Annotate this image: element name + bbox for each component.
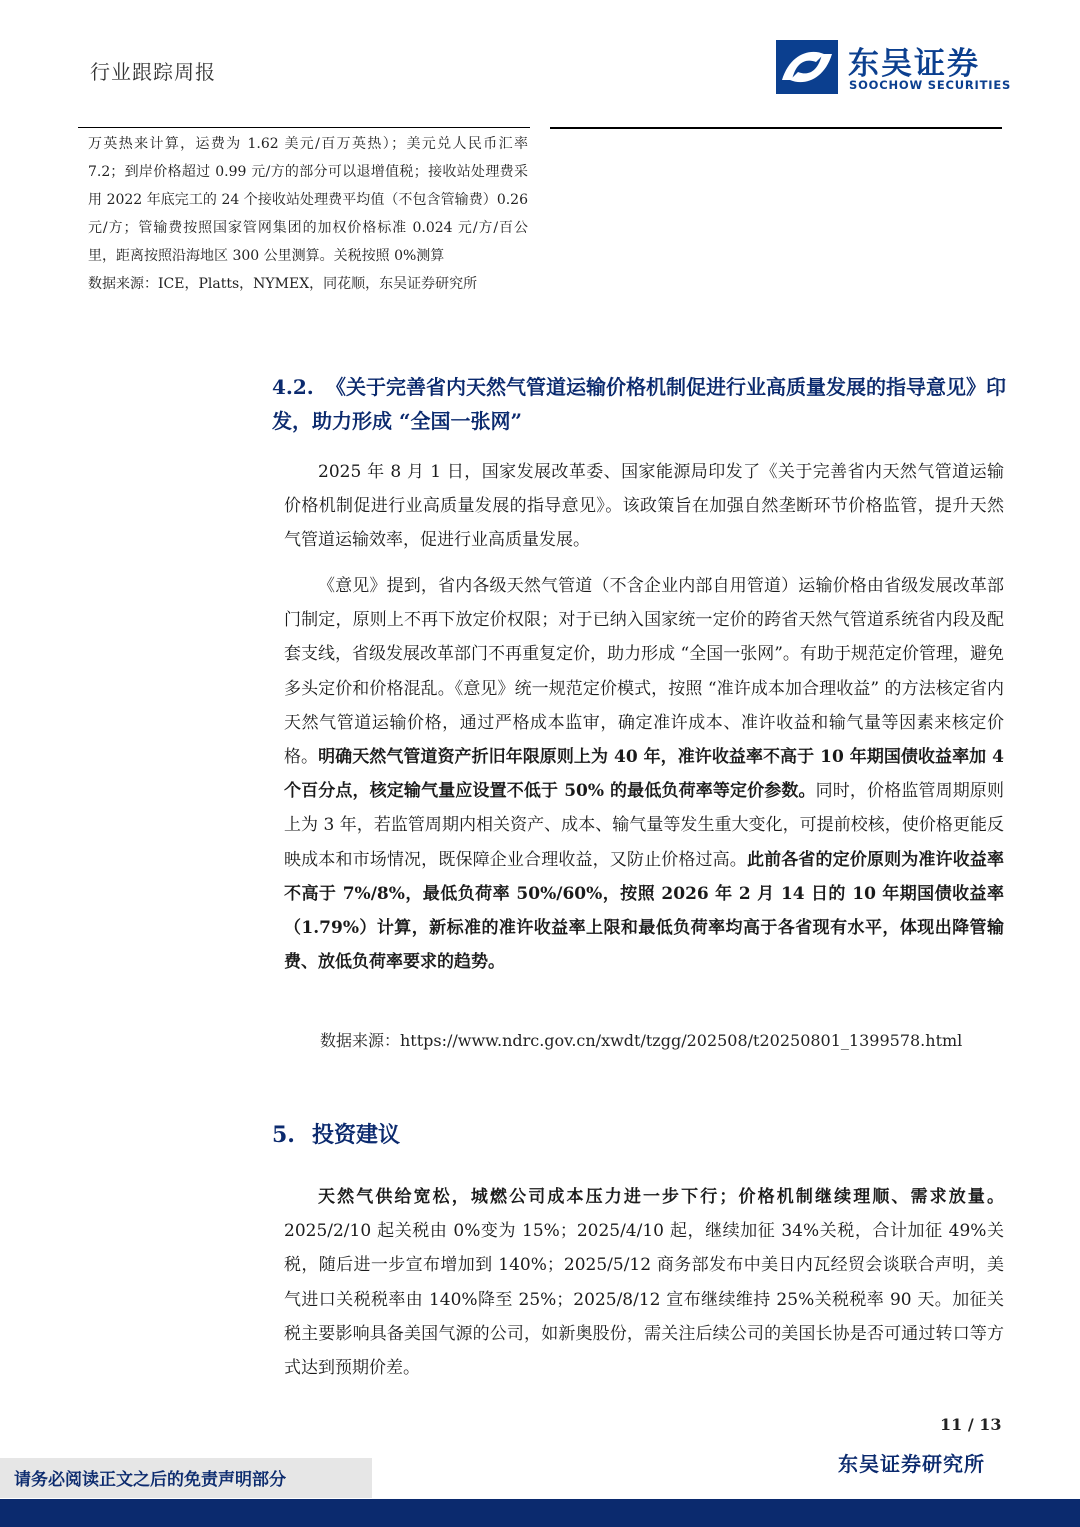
section-heading-5 [272,1118,400,1149]
section-title: 《关于完善省内天然气管道运输价格机制促进行业高质量发展的指导意见》印发，助力形成 “全国一张网” [272,375,1006,433]
logo-english-name: SOOCHOW SECURITIES [849,78,1012,92]
page-number: 11 / 13 [940,1415,1002,1434]
paragraph-part: 同时，价格监管周期原则上为 3 年，若监管周期内相关资产、成本、输气量等发生重大变化，可提前校核，使价格更能反映成本和市场情况，既保障企业合理收益，又防止价格过高。 [284,781,1004,870]
paragraph-text [284,569,1004,979]
disclaimer-text: 请务必阅读正文之后的免责声明部分 [14,1470,286,1490]
section-title: 投资建议 [312,1122,401,1148]
logo-chinese-name: 东吴证券 [848,46,980,82]
report-type-label: 行业跟踪周报 [90,60,216,84]
section-heading-4-2 [272,370,1006,438]
header-rule-right [550,127,1002,129]
header-rule-left [78,127,530,128]
footnote-text: 万英热来计算，运费为 1.62 美元/百万英热）；美元兑人民币汇率 7.2；到岸价格超过 0.99 元/方的部分可以退增值税；接收站处理费采用 2022 年底完工的 24 个接收站处理费平均值（不包含管输费）0.26 元/方；管输费按照国家管网集团的加权价格标准 0.024 元/方/百公里，距离按照沿海地区 300 公里测算。关税按照 0%测算 [88,136,528,264]
company-logo [776,40,1012,96]
footer-band [0,1499,1080,1527]
body-paragraph-1 [284,455,1004,558]
table-footnote [88,130,528,298]
section-number: 4.2. [272,375,314,399]
paragraph-bold: 明确天然气管道资产折旧年限原则上为 40 年，准许收益率不高于 10 年期国债收益率加 4 个百分点，核定输气量应设置不低于 50% 的最低负荷率等定价参数。 [284,747,1005,802]
data-source-link: 数据来源：https://www.ndrc.gov.cn/xwdt/tzgg/202508/t20250801_1399578.html [320,1031,963,1050]
paragraph-text: 2025 年 8 月 1 日，国家发展改革委、国家能源局印发了《关于完善省内天然气管道运输价格机制促进行业高质量发展的指导意见》。该政策旨在加强自然垄断环节价格监管，提升天然气管道运输效率，促进行业高质量发展。 [284,462,1004,551]
paragraph-bold: 此前各省的定价原则为准许收益率不高于 7%/8%，最低负荷率 50%/60%，按照 2026 年 2 月 14 日的 10 年期国债收益率（1.79%）计算，新标准的准许收益率上限和最低负荷率均高于各省现有水平，体现出降管输费、放低负荷率要求的趋势。 [284,849,1005,973]
footnote-source: 数据来源：ICE，Platts，NYMEX，同花顺，东吴证券研究所 [88,276,478,292]
section-number: 5. [272,1122,295,1148]
body-paragraph-3 [284,1180,1004,1385]
soochow-logo-icon [776,40,838,94]
paragraph-part: 2025/2/10 起关税由 0%变为 15%；2025/4/10 起，继续加征 34%关税，合计加征 49%关税，随后进一步宣布增加到 140%；2025/5/12 商务部发布中美日内瓦经贸会谈联合声明，美气进口关税税率由 140%降至 25%；2025/8/12 宣布继续维持 25%关税税率 90 天。加征关税主要影响具备美国气源的公司，如新奥股份，需关注后续公司的美国长协是否可通过转口等方式达到预期价差。 [284,1221,1004,1379]
body-paragraph-2 [284,569,1004,979]
institute-name: 东吴证券研究所 [838,1452,985,1476]
paragraph-part: 《意见》提到，省内各级天然气管道（不含企业内部自用管道）运输价格由省级发展改革部门制定，原则上不再下放定价权限；对于已纳入国家统一定价的跨省天然气管道系统省内段及配套支线，省级发展改革部门不再重复定价，助力形成 “全国一张网”。有助于规范定价管理，避免多头定价和价格混乱。《意见》统一规范定价模式，按照 “准许成本加合理收益” 的方法核定省内天然气管道运输价格，通过严格成本监审，确定准许成本、准许收益和输气量等因素来核定价格。 [284,576,1004,768]
paragraph-bold: 天然气供给宽松，城燃公司成本压力进一步下行；价格机制继续理顺、需求放量。 [318,1187,1004,1207]
paragraph-text [284,1180,1004,1385]
